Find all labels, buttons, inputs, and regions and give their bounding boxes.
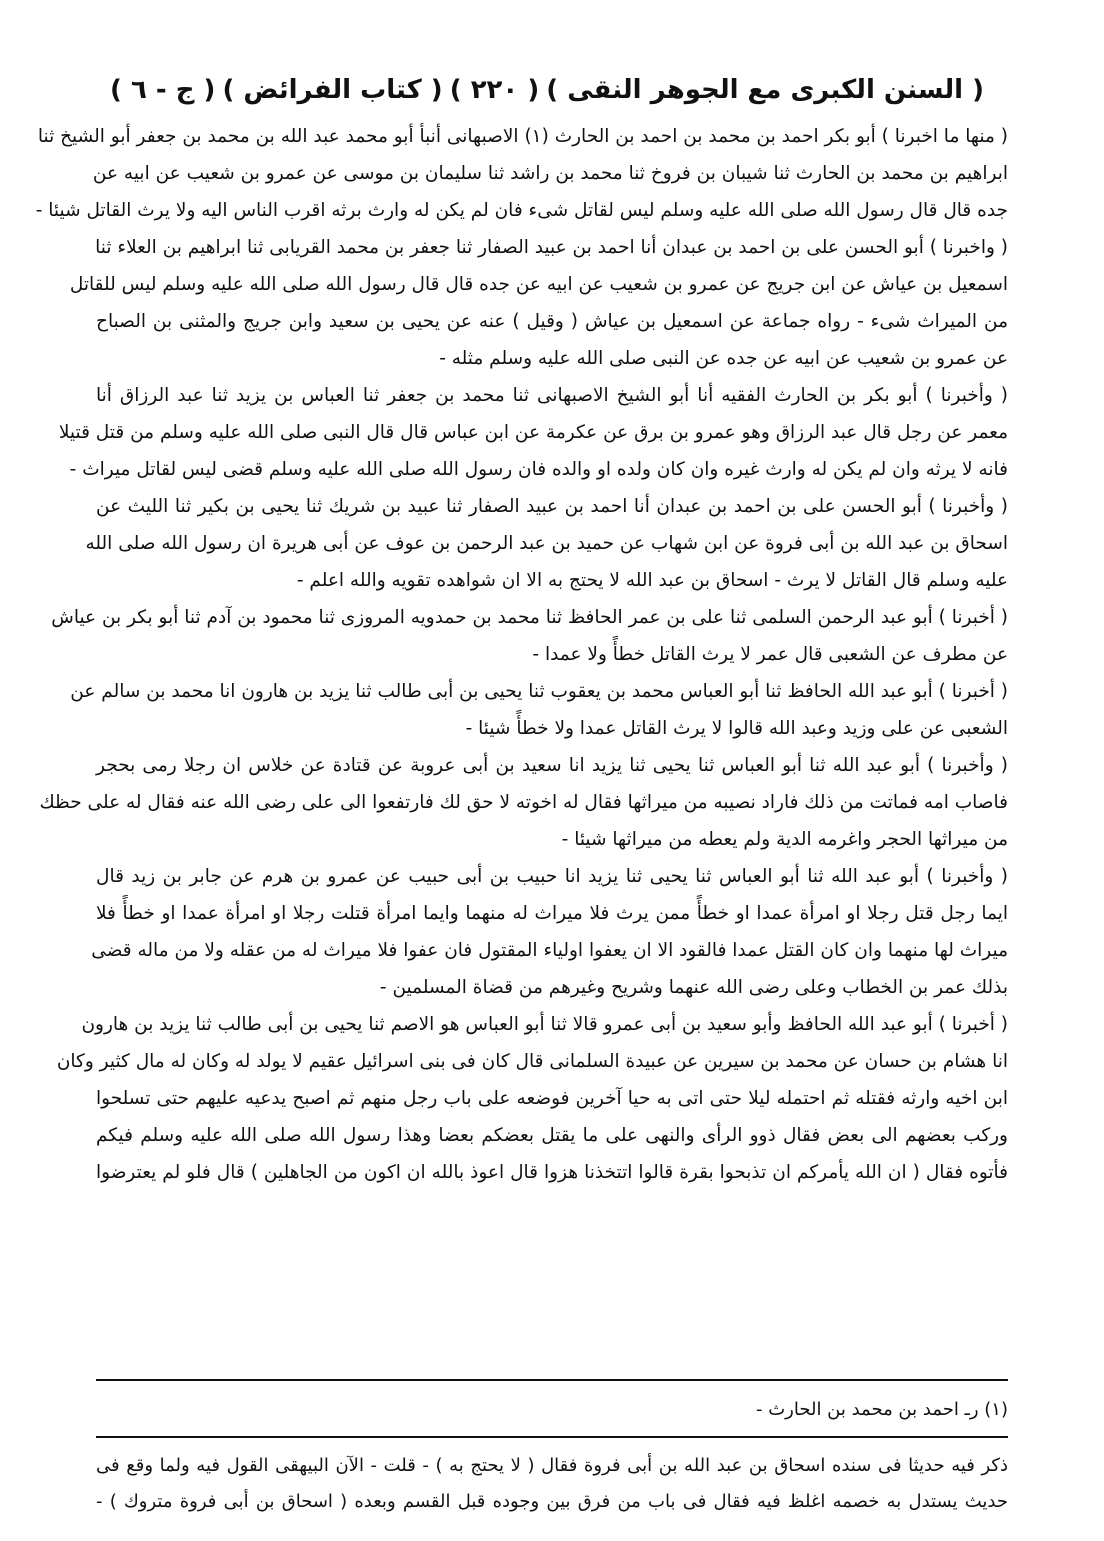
text-line: عن مطرف عن الشعبى قال عمر لا يرث القاتل خطأً ولا عمدا - <box>532 644 1008 665</box>
commentary-section <box>96 1448 1008 1520</box>
text-line: ( واخبرنا ) أبو الحسن على بن احمد بن عبدان أنا احمد بن عبيد الصفار ثنا جعفر بن محمد القريابى ثنا ابراهيم بن العلاء ثنا <box>95 237 1008 258</box>
commentary-line: ذكر فيه حديثا فى سنده اسحاق بن عبد الله بن أبى فروة فقال ( لا يحتج به ) - قلت - الآن البيهقى القول فيه ولما وقع فى <box>96 1455 1008 1476</box>
footnote-divider <box>96 1379 1008 1381</box>
text-line: ( وأخبرنا ) أبو الحسن على بن احمد بن عبدان أنا احمد بن عبيد الصفار ثنا عبيد بن شريك ثنا يحيى بن بكير ثنا الليث عن <box>96 496 1008 517</box>
text-line: ( أخبرنا ) أبو عبد الرحمن السلمى ثنا على بن عمر الحافظ ثنا محمد بن حمدويه المروزى ثنا محمود بن آدم ثنا أبو بكر بن عياش <box>51 607 1008 628</box>
text-line: انا هشام بن حسان عن محمد بن سيرين عن عبيدة السلمانى قال كان فى بنى اسرائيل عقيم لا يولد له وكان له مال كثير وكان <box>56 1051 1008 1072</box>
commentary-line: حديث يستدل به خصمه اغلظ فيه فقال فى باب من فرق بين وجوده قبل القسم وبعده ( اسحاق بن أبى فروة متروك ) - <box>96 1491 1008 1512</box>
commentary-divider <box>96 1436 1008 1438</box>
text-line: عليه وسلم قال القاتل لا يرث - اسحاق بن عبد الله لا يحتج به الا ان شواهده تقويه والله اعلم - <box>296 570 1008 591</box>
text-line: ( منها ما اخبرنا ) أبو بكر احمد بن محمد بن احمد بن الحارث (١) الاصبهانى أنبأ أبو محمد عبد الله بن محمد بن جعفر أبو الشيخ ثنا <box>37 126 1008 147</box>
text-line: ( أخبرنا ) أبو عبد الله الحافظ ثنا أبو العباس محمد بن يعقوب ثنا يحيى بن أبى طالب ثنا يزيد بن هارون انا محمد بن سالم عن <box>70 681 1008 702</box>
text-line: فانه لا يرثه وان لم يكن له وارث غيره وان كان ولده او والده فان رسول الله صلى الله عليه وسلم قضى ليس لقاتل ميراث - <box>69 459 1008 480</box>
chapter-title: ( كتاب الفرائض ) <box>222 75 443 105</box>
text-line: الشعبى عن على وزيد وعبد الله قالوا لا يرث القاتل عمدا ولا خطأً شيئا - <box>465 718 1008 739</box>
text-line: ابن اخيه وارثه فقتله ثم احتمله ليلا حتى اتى به حيا آخرين فوضعه على باب رجل منهم ثم اصبح يدعيه عليهم حتى تسلحوا <box>96 1088 1008 1109</box>
text-line: من الميراث شىء - رواه جماعة عن اسمعيل بن عياش ( وقيل ) عنه عن يحيى بن سعيد وابن جريج والمثنى بن الصباح <box>96 311 1008 332</box>
text-line: فاصاب امه فماتت من ذلك فاراد نصيبه من ميراثها فقال له اخوته لا حق لك فارتفعوا الى على رضى الله عنه فقال له على حظك <box>39 792 1008 813</box>
text-line: ( وأخبرنا ) أبو عبد الله ثنا أبو العباس ثنا يحيى ثنا يزيد انا حبيب بن أبى حبيب عن عمرو بن هرم عن جابر بن زيد قال <box>96 866 1008 887</box>
text-line: من ميراثها الحجر واغرمه الدية ولم يعطه من ميراثها شيئا - <box>561 829 1008 850</box>
text-line: وركب بعضهم الى بعض فقال ذوو الرأى والنهى على ما يقتل بعضكم بعضا وهذا رسول الله صلى الله عليه وسلم فيكم <box>96 1125 1008 1146</box>
text-line: جده قال قال رسول الله صلى الله عليه وسلم ليس لقاتل شىء فان لم يكن له وارث برثه اقرب الناس اليه ولا يرث القاتل شيئا - <box>35 200 1008 221</box>
text-line: بذلك عمر بن الخطاب وعلى رضى الله عنهما وشريح وغيرهم من قضاة المسلمين - <box>379 977 1008 998</box>
text-line: ابراهيم بن محمد بن الحارث ثنا شيبان بن فروخ ثنا محمد بن راشد ثنا سليمان بن موسى عن عمرو بن شعيب عن ابيه عن <box>92 163 1008 184</box>
page-number: ( ٢٢٠ ) <box>449 75 540 105</box>
main-text <box>35 118 1008 1191</box>
book-title: ( السنن الكبرى مع الجوهر النقى ) <box>546 75 984 105</box>
text-line: اسحاق بن عبد الله بن أبى فروة عن ابن شهاب عن حميد بن عبد الرحمن بن عوف عن أبى هريرة ان رسول الله صلى الله <box>85 533 1008 554</box>
text-line: ( وأخبرنا ) أبو بكر بن الحارث الفقيه أنا أبو الشيخ الاصبهانى ثنا محمد بن جعفر ثنا العباس بن يزيد ثنا عبد الرزاق أنا <box>96 385 1008 406</box>
text-line: عن عمرو بن شعيب عن ابيه عن جده عن النبى صلى الله عليه وسلم مثله - <box>439 348 1008 369</box>
text-line: ايما رجل قتل رجلا او امرأة عمدا او خطأً ممن يرث فلا ميراث له منهما وايما امرأة قتلت رجلا او امرأة عمدا او خطأً فلا <box>96 903 1008 924</box>
footnote: (١) رـ احمد بن محمد بن الحارث - <box>756 1399 1008 1420</box>
running-header <box>110 70 984 110</box>
text-line: ميراث لها منهما وان كان القتل عمدا فالقود الا ان يعفوا اولياء المقتول فان عفوا فلا ميراث له من عقله ولا من ماله قضى <box>91 940 1008 961</box>
text-line: فأتوه فقال ( ان الله يأمركم ان تذبحوا بقرة قالوا اتتخذنا هزوا قال اعوذ بالله ان اكون من الجاهلين ) قال فلو لم يعترضوا <box>96 1162 1008 1183</box>
text-line: ( وأخبرنا ) أبو عبد الله ثنا أبو العباس ثنا يحيى ثنا يزيد انا سعيد بن أبى عروبة عن قتادة عن خلاس ان رجلا رمى بحجر <box>96 755 1008 776</box>
text-line: معمر عن رجل قال عبد الرزاق وهو عمرو بن برق عن عكرمة عن ابن عباس قال قال النبى صلى الله عليه وسلم من قتل قتيلا <box>58 422 1008 443</box>
volume-number: ( ج - ٦ ) <box>110 75 216 105</box>
text-line: ( أخبرنا ) أبو عبد الله الحافظ وأبو سعيد بن أبى عمرو قالا ثنا أبو العباس هو الاصم ثنا يحيى بن أبى طالب ثنا يزيد بن هارون <box>81 1014 1008 1035</box>
text-line: اسمعيل بن عياش عن ابن جريج عن عمرو بن شعيب عن ابيه عن جده قال قال رسول الله صلى الله عليه وسلم ليس للقاتل <box>69 274 1008 295</box>
